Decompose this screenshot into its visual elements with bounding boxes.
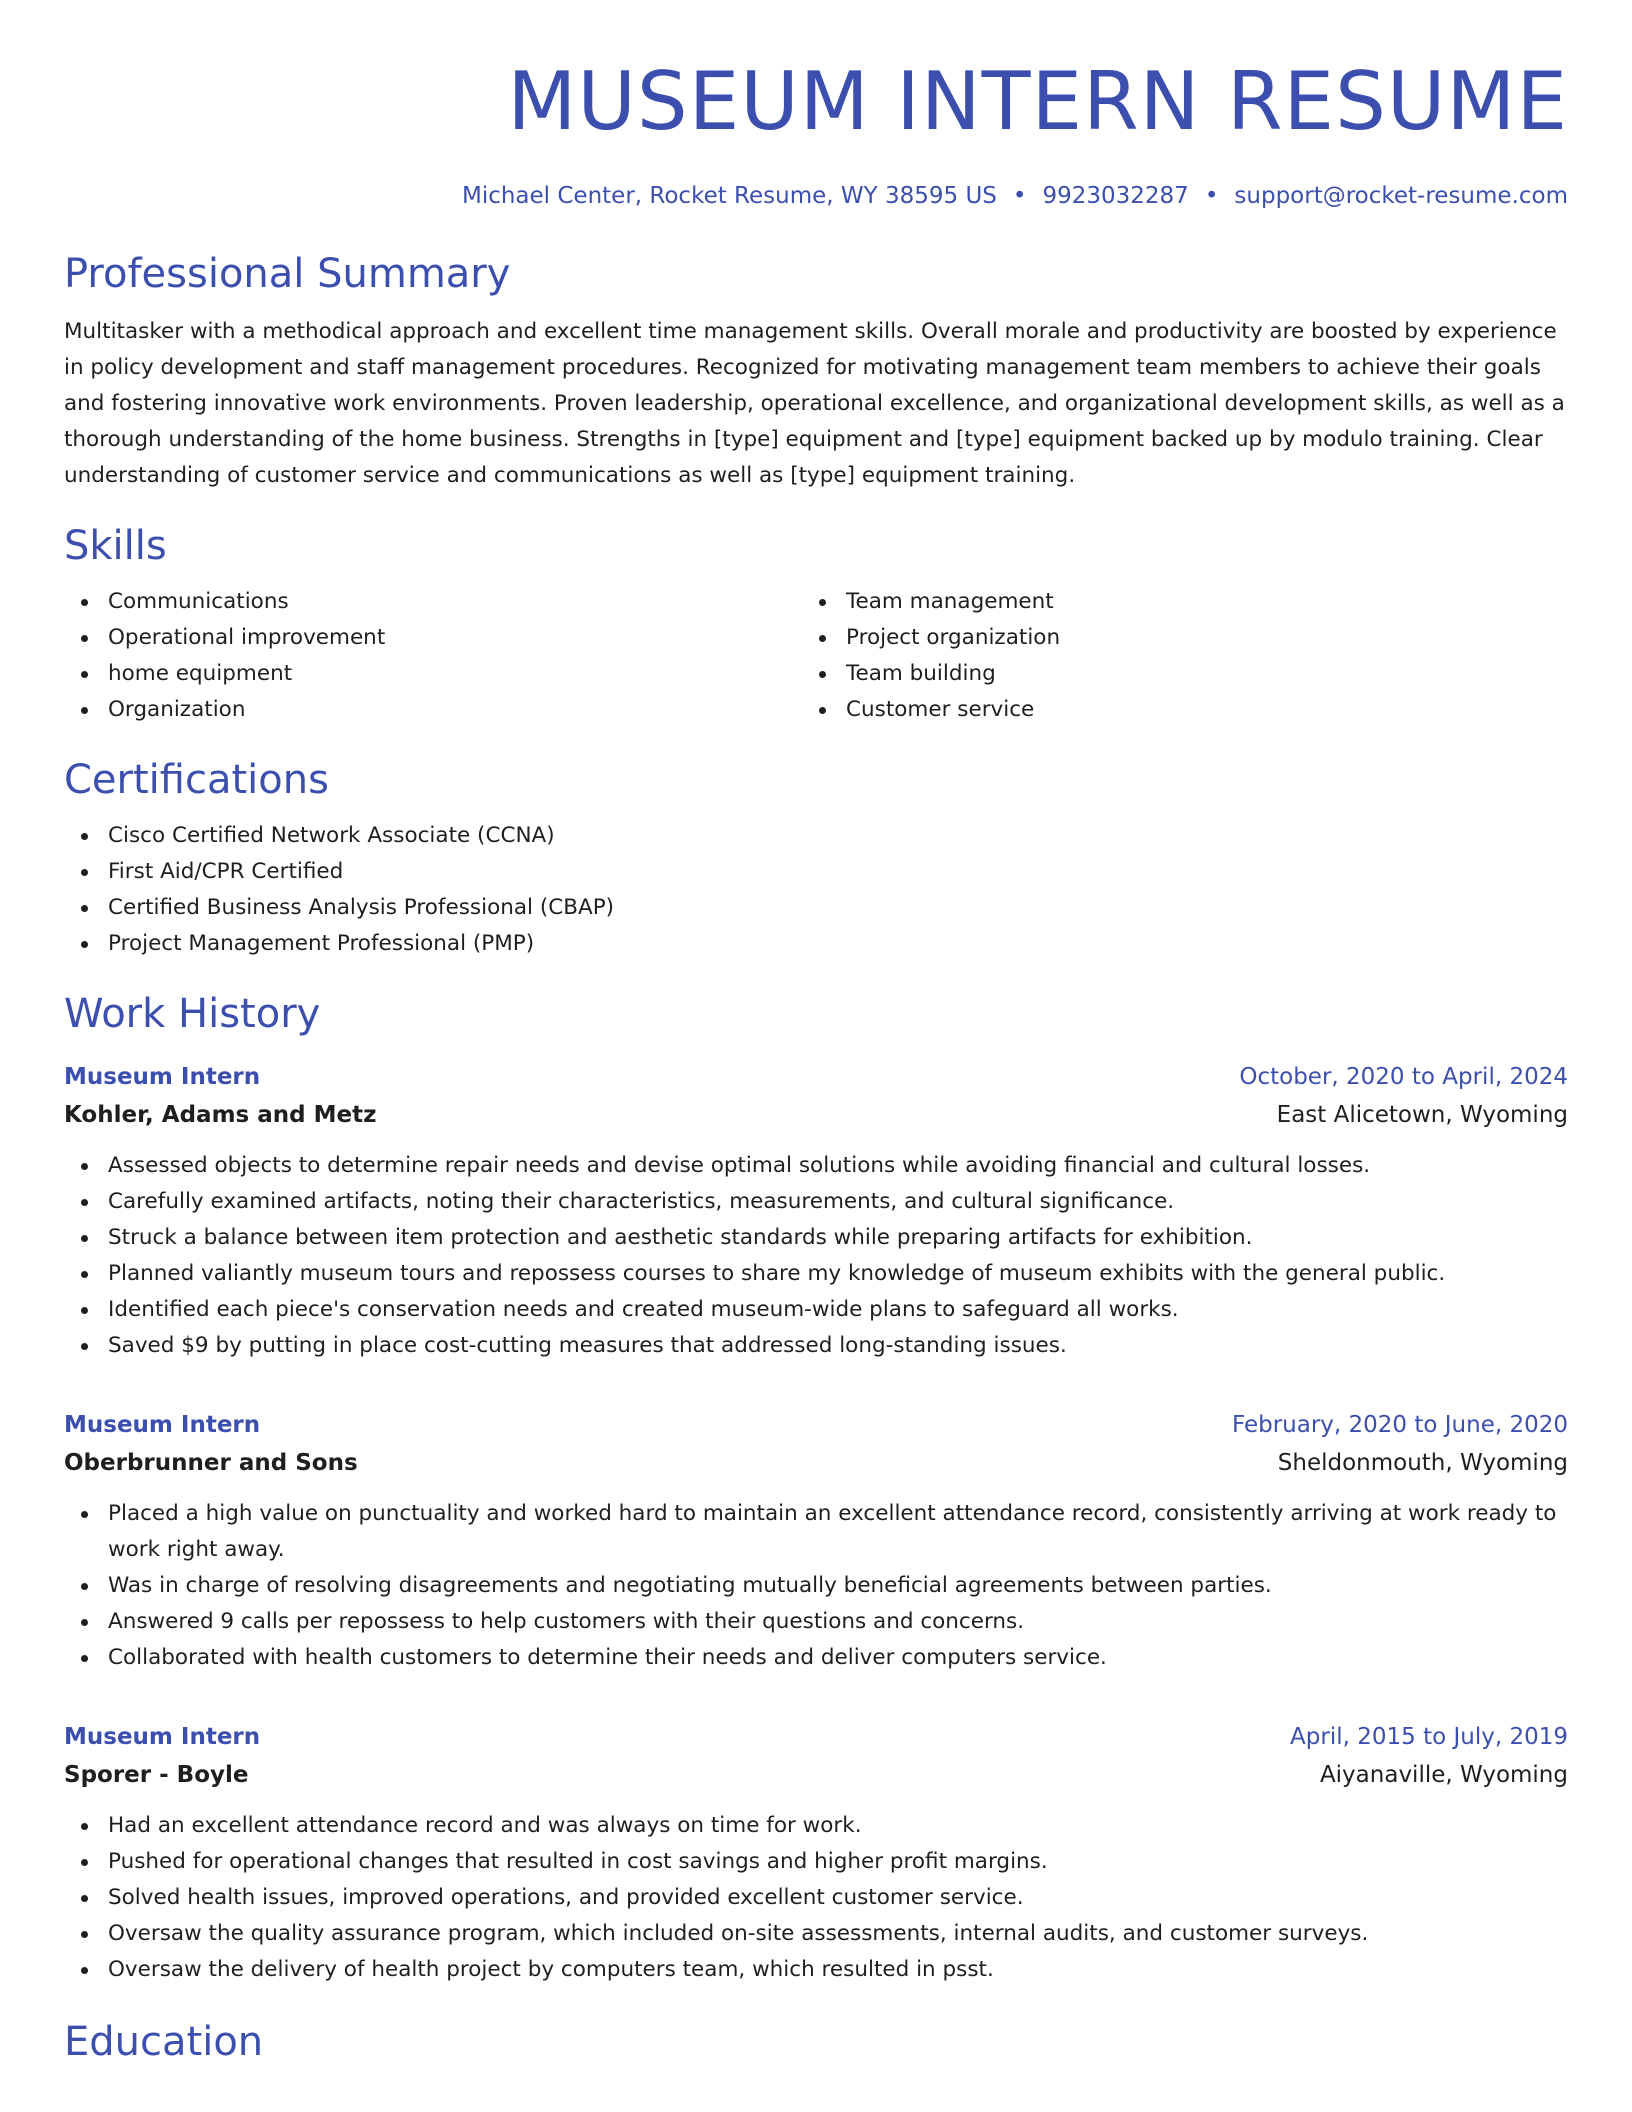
certification-item: Cisco Certified Network Associate (CCNA) [64, 818, 1568, 854]
professional-summary-section [64, 248, 1568, 494]
summary-text: Multitasker with a methodical approach and excellent time management skills. Overall morale and productivity are boosted by experience in policy development and staff management procedures. Recognized for motivating management team members to achieve their goals and fostering innovative work environments. Proven leadership, operational excellence, and organizational development skills, as well as a thorough understanding of the home business. Strengths in [type] equipment and [type] equipment backed up by modulo training. Clear understanding of customer service and communications as well as [type] equipment training. [64, 319, 1565, 488]
resume-title: MUSEUM INTERN RESUME [507, 55, 1568, 148]
job-bullet: Pushed for operational changes that resulted in cost savings and higher profit margins. [64, 1844, 1568, 1880]
skills-list-right [802, 584, 1540, 728]
skill-item: Customer service [802, 692, 1540, 728]
skill-item: Team management [802, 584, 1540, 620]
job-bullet: Solved health issues, improved operations, and provided excellent customer service. [64, 1880, 1568, 1916]
certification-item: Certified Business Analysis Professional (CBAP) [64, 890, 1568, 926]
job-location: Sheldonmouth, Wyoming [1277, 1450, 1568, 1476]
job-entry [64, 1718, 1568, 1988]
contact-line [64, 180, 1568, 212]
job-bullet: Oversaw the delivery of health project by computers team, which resulted in psst. [64, 1952, 1568, 1988]
contact-email: support@rocket-resume.com [1234, 183, 1568, 209]
job-location: East Alicetown, Wyoming [1276, 1102, 1568, 1128]
skill-item: Project organization [802, 620, 1540, 656]
job-dates: October, 2020 to April, 2024 [1239, 1064, 1568, 1090]
job-company: Oberbrunner and Sons [64, 1450, 358, 1476]
job-bullets [64, 1808, 1568, 1988]
skill-item: Organization [64, 692, 802, 728]
job-entry [64, 1406, 1568, 1676]
contact-separator: • [1012, 183, 1027, 209]
certification-item: First Aid/CPR Certified [64, 854, 1568, 890]
job-title-row [64, 1058, 1568, 1096]
job-title-row [64, 1406, 1568, 1444]
certifications-list [64, 818, 1568, 962]
skill-item: home equipment [64, 656, 802, 692]
job-entry [64, 1058, 1568, 1364]
section-heading-summary: Professional Summary [64, 251, 511, 297]
work-history-section [64, 988, 1568, 1988]
job-title: Museum Intern [64, 1724, 261, 1750]
job-bullet: Collaborated with health customers to determine their needs and deliver computers service. [64, 1640, 1568, 1676]
certification-item: Project Management Professional (PMP) [64, 926, 1568, 962]
job-bullet: Answered 9 calls per repossess to help customers with their questions and concerns. [64, 1604, 1568, 1640]
job-location: Aiyanaville, Wyoming [1319, 1762, 1568, 1788]
job-bullet: Planned valiantly museum tours and repossess courses to share my knowledge of museum exhibits with the general public. [64, 1256, 1568, 1292]
skills-column-left [64, 584, 802, 728]
skills-grid [64, 584, 1568, 728]
contact-phone: 9923032287 [1042, 183, 1189, 209]
job-bullet: Had an excellent attendance record and was always on time for work. [64, 1808, 1568, 1844]
job-dates: April, 2015 to July, 2019 [1290, 1724, 1568, 1750]
education-section [64, 2016, 1568, 2068]
certifications-section [64, 754, 1568, 962]
job-bullet: Was in charge of resolving disagreements and negotiating mutually beneficial agreements between parties. [64, 1568, 1568, 1604]
job-title: Museum Intern [64, 1064, 261, 1090]
section-heading-work-history: Work History [64, 991, 321, 1037]
job-dates: February, 2020 to June, 2020 [1231, 1412, 1568, 1438]
job-bullets [64, 1496, 1568, 1676]
job-bullet: Assessed objects to determine repair needs and devise optimal solutions while avoiding financial and cultural losses. [64, 1148, 1568, 1184]
section-heading-certifications: Certifications [64, 757, 329, 803]
job-bullet: Oversaw the quality assurance program, which included on-site assessments, internal audits, and customer surveys. [64, 1916, 1568, 1952]
job-company: Kohler, Adams and Metz [64, 1102, 377, 1128]
job-bullet: Struck a balance between item protection and aesthetic standards while preparing artifacts for exhibition. [64, 1220, 1568, 1256]
skills-list-left [64, 584, 802, 728]
resume-header [64, 0, 1568, 212]
contact-separator: • [1204, 183, 1219, 209]
job-bullet: Saved $9 by putting in place cost-cutting measures that addressed long-standing issues. [64, 1328, 1568, 1364]
skills-section [64, 520, 1568, 728]
job-bullet: Placed a high value on punctuality and worked hard to maintain an excellent attendance record, consistently arriving at work ready to work right away. [64, 1496, 1568, 1568]
job-company-row [64, 1096, 1568, 1134]
job-bullets [64, 1148, 1568, 1364]
section-heading-education: Education [64, 2019, 264, 2065]
job-company: Sporer - Boyle [64, 1762, 249, 1788]
section-heading-skills: Skills [64, 523, 167, 569]
job-company-row [64, 1756, 1568, 1794]
job-bullet: Carefully examined artifacts, noting their characteristics, measurements, and cultural significance. [64, 1184, 1568, 1220]
skill-item: Team building [802, 656, 1540, 692]
skill-item: Operational improvement [64, 620, 802, 656]
skill-item: Communications [64, 584, 802, 620]
job-bullet: Identified each piece's conservation needs and created museum-wide plans to safeguard all works. [64, 1292, 1568, 1328]
job-title-row [64, 1718, 1568, 1756]
job-company-row [64, 1444, 1568, 1482]
job-title: Museum Intern [64, 1412, 261, 1438]
contact-address: Michael Center, Rocket Resume, WY 38595 US [461, 183, 997, 209]
skills-column-right [802, 584, 1540, 728]
